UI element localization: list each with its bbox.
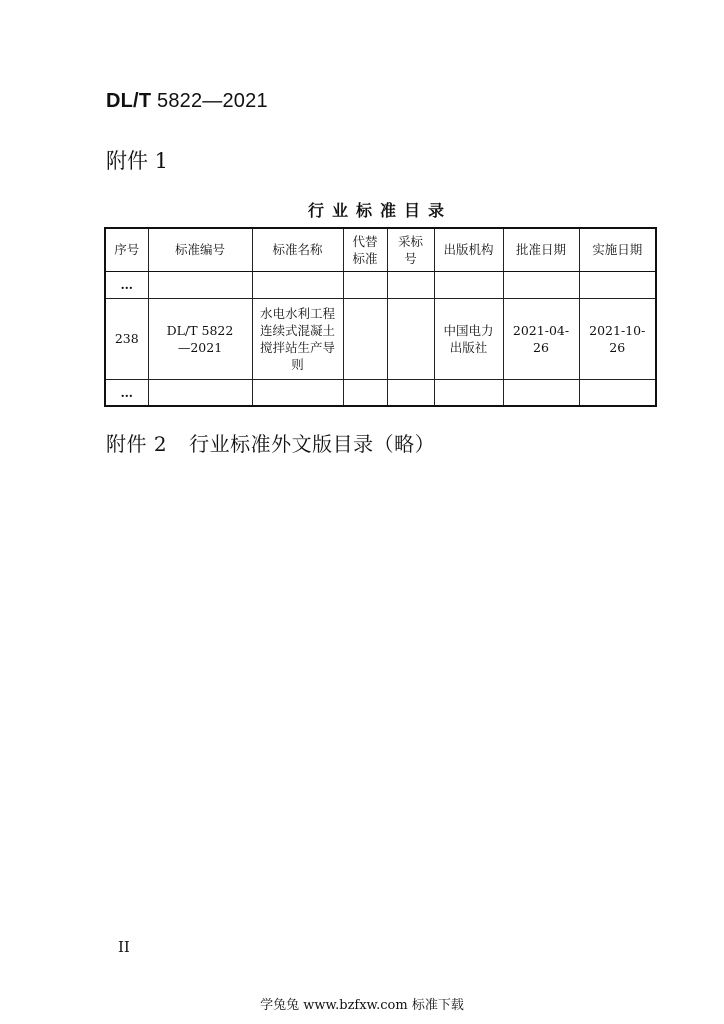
document-code-prefix: DL/T — [106, 90, 152, 112]
table-row — [105, 298, 656, 379]
cell-publisher — [434, 379, 503, 406]
cell-implementation-date: 2021-10-26 — [579, 298, 656, 379]
cell-standard-code — [148, 271, 252, 298]
cell-standard-name — [252, 271, 343, 298]
cell-adopted-standard-no — [387, 379, 434, 406]
cell-replaced-standard — [343, 379, 387, 406]
appendix-2-title: 行业标准外文版目录（略） — [189, 432, 436, 456]
table-title: 行业标准目录 — [307, 201, 452, 220]
cell-serial-no: … — [105, 379, 148, 406]
cell-implementation-date — [579, 271, 656, 298]
footer-watermark: 学兔兔 www.bzfxw.com 标准下载 — [260, 998, 464, 1013]
header-approval-date: 批准日期 — [503, 228, 579, 271]
document-code — [106, 90, 268, 113]
header-implementation-date: 实施日期 — [579, 228, 656, 271]
header-standard-code: 标准编号 — [148, 228, 252, 271]
header-publisher: 出版机构 — [434, 228, 503, 271]
header-adopted-standard-no: 采标号 — [387, 228, 434, 271]
table-row — [105, 271, 656, 298]
cell-approval-date — [503, 379, 579, 406]
cell-approval-date — [503, 271, 579, 298]
cell-implementation-date — [579, 379, 656, 406]
cell-approval-date: 2021-04-26 — [503, 298, 579, 379]
header-standard-name: 标准名称 — [252, 228, 343, 271]
header-serial-no: 序号 — [105, 228, 148, 271]
appendix-1-heading: 附件 1 — [106, 149, 169, 173]
cell-standard-code: DL/T 5822—2021 — [148, 298, 252, 379]
cell-adopted-standard-no — [387, 298, 434, 379]
cell-standard-name: 水电水利工程连续式混凝土搅拌站生产导则 — [252, 298, 343, 379]
cell-publisher — [434, 271, 503, 298]
page-number: II — [118, 938, 130, 956]
header-replaced-standard: 代替标准 — [343, 228, 387, 271]
cell-standard-code — [148, 379, 252, 406]
table-header-row — [105, 228, 656, 271]
table-row — [105, 379, 656, 406]
standards-catalog-table — [104, 227, 657, 407]
appendix-2-heading — [106, 428, 435, 457]
appendix-2-label: 附件 2 — [106, 432, 168, 456]
cell-adopted-standard-no — [387, 271, 434, 298]
cell-replaced-standard — [343, 271, 387, 298]
cell-serial-no: 238 — [105, 298, 148, 379]
cell-replaced-standard — [343, 298, 387, 379]
document-code-number: 5822—2021 — [151, 90, 268, 112]
cell-standard-name — [252, 379, 343, 406]
cell-serial-no: … — [105, 271, 148, 298]
cell-publisher: 中国电力出版社 — [434, 298, 503, 379]
